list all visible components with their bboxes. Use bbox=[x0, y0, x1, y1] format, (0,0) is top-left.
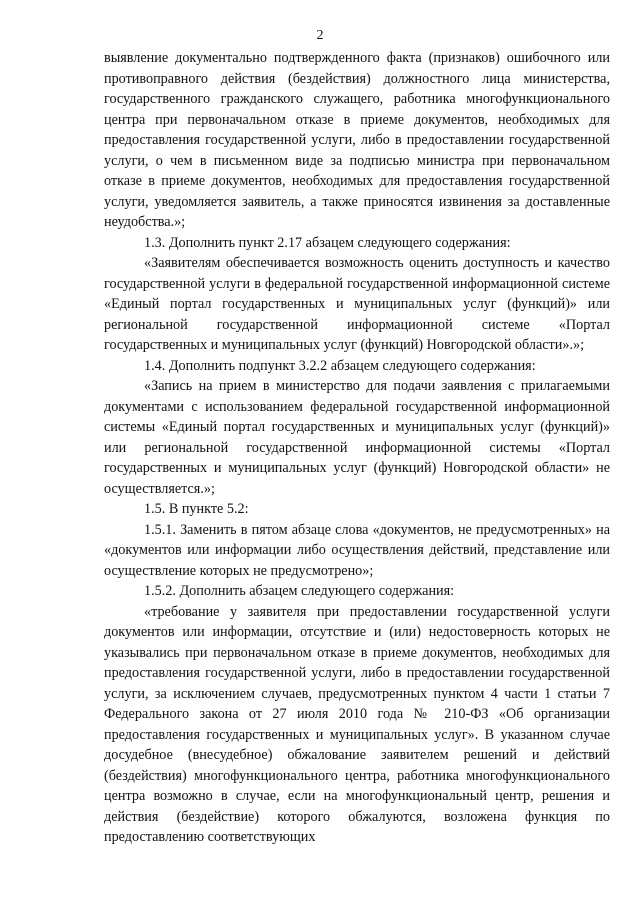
paragraph-item-1-5-2: 1.5.2. Дополнить абзацем следующего содержания: bbox=[144, 583, 455, 599]
document-body bbox=[104, 48, 610, 848]
paragraph-quote-assessment: «Заявителям обеспечивается возможность оценить доступность и качество государственной услуги в федеральной государственной информационной системе «Единый портал государственных и муниципальных услуг (функций)» или региональной государственной информационной системе «Портал государственных и муниципальных услуг (функций) Новгородской области».»; bbox=[104, 255, 610, 353]
page-number: 2 bbox=[316, 28, 324, 43]
paragraph-quote-appointment: «Запись на прием в министерство для подачи заявления с прилагаемыми документами с использованием федеральной государственной информационной системы «Единый портал государственных и муниципальных услуг (функций)» или региональной государственной информационной системы «Портал государственных и муниципальных услуг (функций) Новгородской области» не осуществляется.»; bbox=[104, 378, 610, 497]
paragraph-item-1-5: 1.5. В пункте 5.2: bbox=[144, 501, 249, 517]
paragraph-quote-requirement: «требование у заявителя при предоставлении государственной услуги документов или информации, отсутствие и (или) недостоверность которых не указывались при первоначальном отказе в приеме документов, необходимых для предоставления государственной услуги, либо в предоставлении государственной услуги, за исключением случаев, предусмотренных пунктом 4 части 1 статьи 7 Федерального закона от 27 июля 2010 года № 210-ФЗ «Об организации предоставления государственных и муниципальных услуг». В указанном случае досудебное (внесудебное) обжалование заявителем решений и действий (бездействия) многофункционального центра, работника многофункционального центра возможно в случае, если на многофункциональный центр, решения и действия (бездействие) которого обжалуются, возложена функция по предоставлению соответствующих bbox=[104, 603, 610, 845]
paragraph-item-1-4: 1.4. Дополнить подпункт 3.2.2 абзацем следующего содержания: bbox=[144, 357, 536, 374]
paragraph-item-1-3: 1.3. Дополнить пункт 2.17 абзацем следующего содержания: bbox=[144, 234, 511, 251]
paragraph-item-1-5-1: 1.5.1. Заменить в пятом абзаце слова «документов, не предусмотренных» на «документов или информации либо осуществления действий, представление или осуществление которых не предусмотрено»; bbox=[104, 521, 610, 579]
paragraph-1-continued: выявление документально подтвержденного факта (признаков) ошибочного или противоправного действия (бездействия) должностного лица министерства, государственного гражданского служащего, работника многофункционального центра при первоначальном отказе в приеме документов, необходимых для предоставления государственной услуги, либо в предоставлении государственной услуги, о чем в письменном виде за подписью министра при первоначальном отказе в приеме документов, необходимых для предоставления государственной услуги, уведомляется заявитель, а также приносятся извинения за доставленные неудобства.»; bbox=[104, 50, 610, 230]
